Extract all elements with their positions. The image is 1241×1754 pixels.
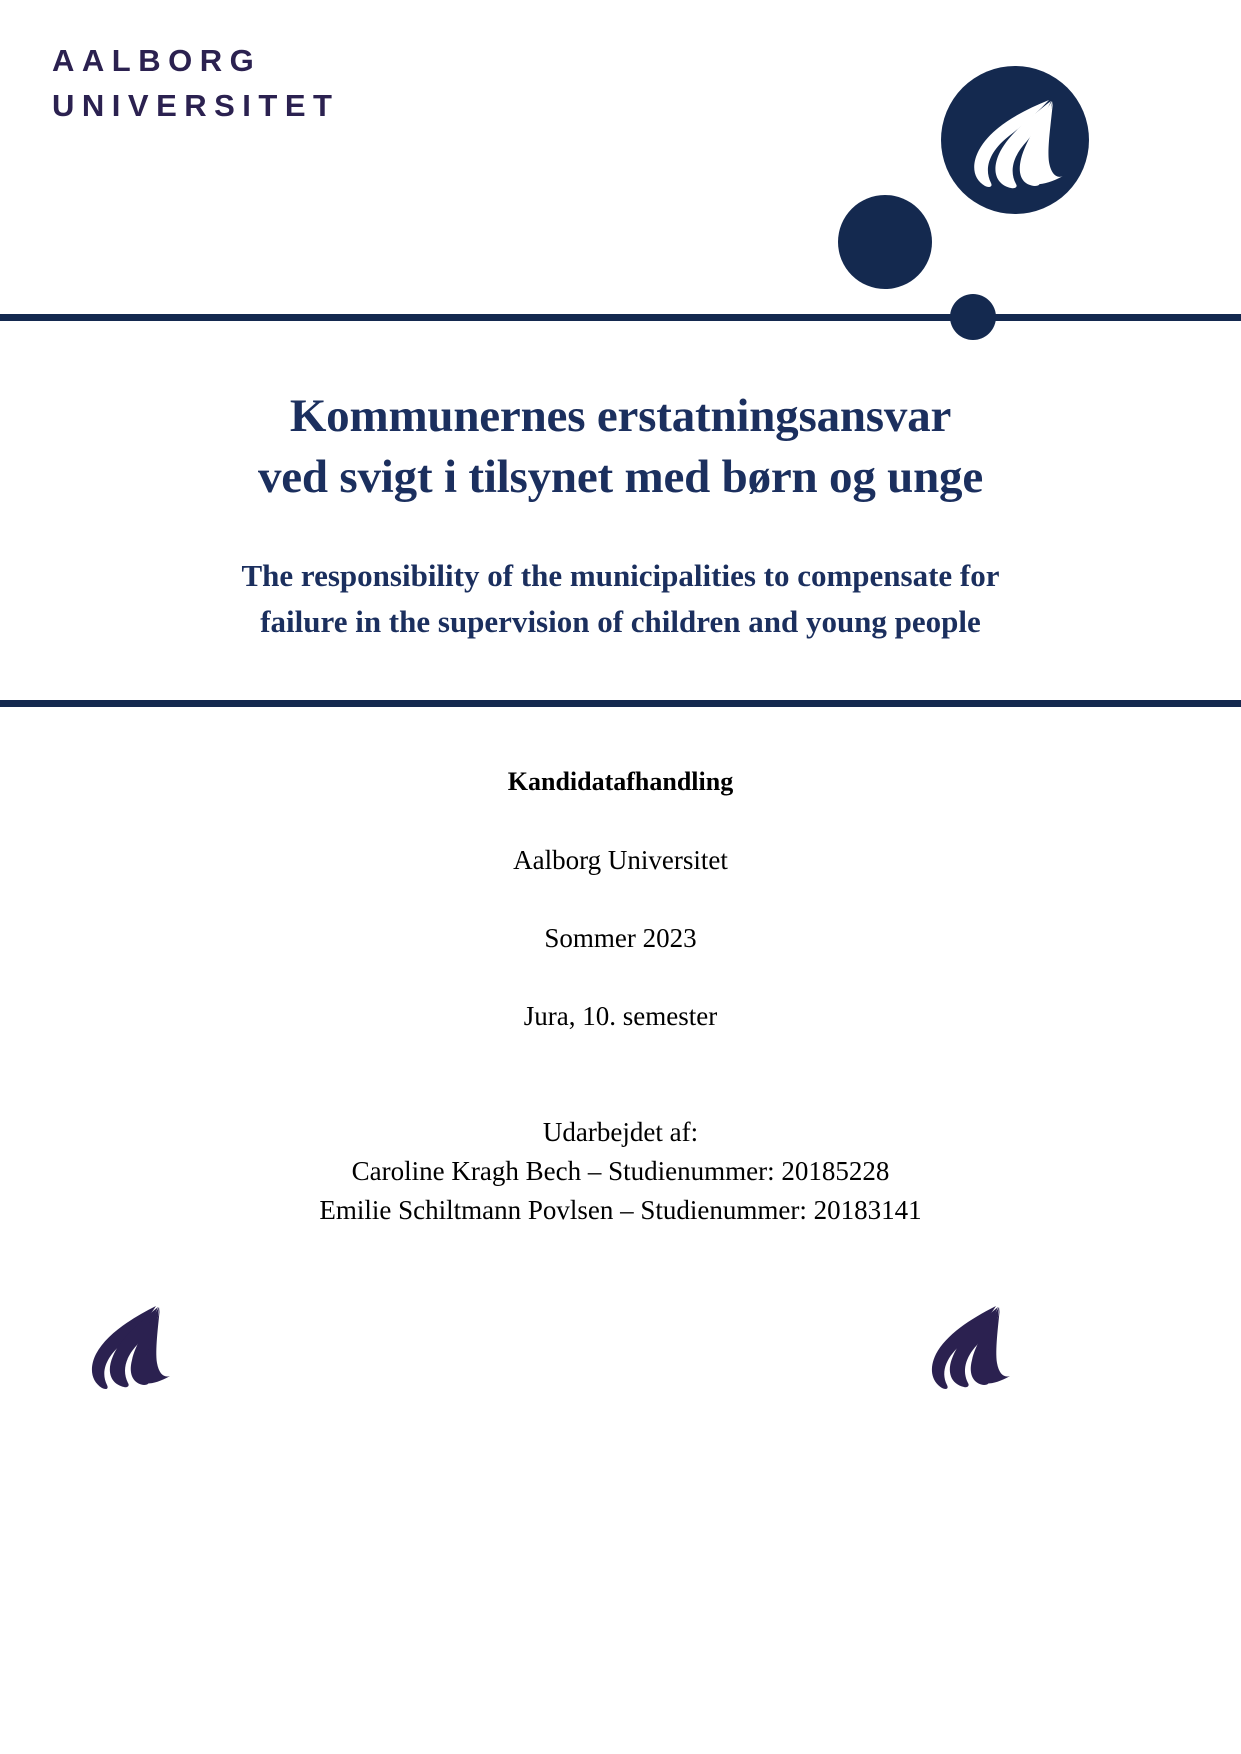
subtitle-line-1: The responsibility of the municipalities to compensate for [241, 558, 1000, 593]
programme-label: Jura, 10. semester [523, 1001, 718, 1031]
aau-flame-icon [920, 1296, 1024, 1400]
aalborg-universitet-wordmark [52, 38, 339, 128]
title-divider-rule [0, 700, 1241, 707]
subtitle-line-2: failure in the supervision of children and young people [260, 604, 981, 639]
page-subtitle [0, 553, 1241, 645]
document-type-label: Kandidatafhandling [507, 767, 734, 796]
header-divider-rule [0, 314, 1241, 321]
aau-flame-icon [941, 66, 1089, 214]
term-label: Sommer 2023 [544, 923, 697, 953]
wordmark-line-universitet: UNIVERSITET [52, 88, 340, 123]
title-line-2: ved svigt i tilsynet med børn og unge [257, 451, 984, 503]
author-entry: Emilie Schiltmann Povlsen – Studienummer: 20183141 [319, 1195, 922, 1225]
decorative-circle-medium [838, 195, 932, 289]
document-info [0, 765, 1241, 1033]
header-brand-zone [0, 0, 1241, 352]
page-title [0, 386, 1241, 508]
title-line-1: Kommunernes erstatningsansvar [289, 390, 952, 442]
author-block [0, 1113, 1241, 1230]
wordmark-line-aalborg: AALBORG [52, 43, 262, 78]
aau-flame-icon [80, 1296, 184, 1400]
prepared-by-label: Udarbejdet af: [542, 1117, 699, 1147]
author-entry: Caroline Kragh Bech – Studienummer: 20185228 [351, 1156, 890, 1186]
institution-label: Aalborg Universitet [513, 845, 728, 875]
